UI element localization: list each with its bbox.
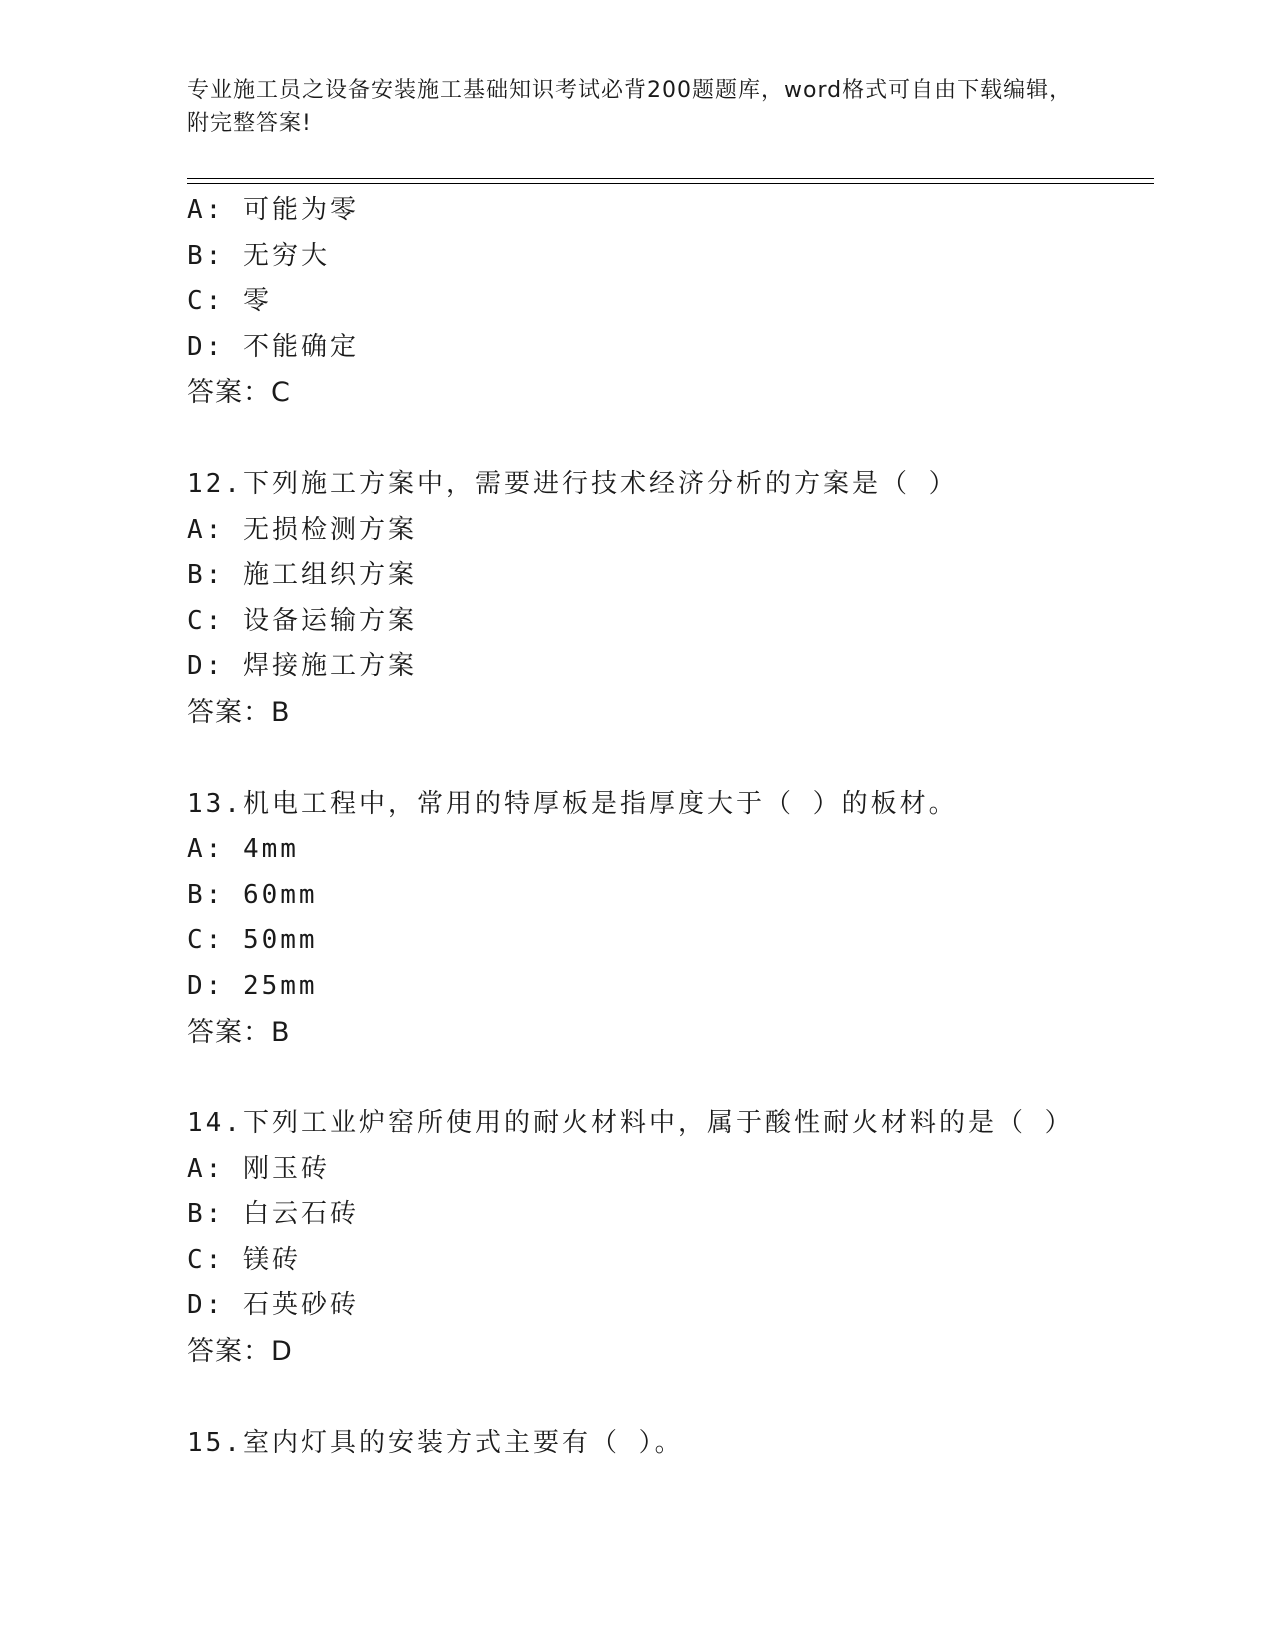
option-a: A: 无损检测方案 — [187, 514, 417, 545]
question-text: 14.下列工业炉窑所使用的耐火材料中，属于酸性耐火材料的是（ ） — [187, 1108, 1074, 1139]
header-divider-top — [187, 178, 1154, 179]
option-d: D: 焊接施工方案 — [187, 651, 417, 682]
answer: 答案：C — [187, 377, 291, 409]
answer: 答案：D — [187, 1336, 293, 1368]
header-title: 专业施工员之设备安装施工基础知识考试必背200题题库，word格式可自由下载编辑，附完整答案! — [187, 78, 1073, 136]
option-d: D: 石英砂砖 — [187, 1290, 359, 1321]
document-header — [187, 74, 1087, 140]
question-text: 13.机电工程中，常用的特厚板是指厚度大于（ ）的板材。 — [187, 788, 958, 819]
option-a: A: 4mm — [187, 834, 299, 865]
option-d: D: 不能确定 — [187, 331, 359, 362]
spacer — [187, 1375, 1147, 1421]
option-c: C: 镁砖 — [187, 1244, 301, 1275]
option-d: D: 25mm — [187, 970, 318, 1001]
spacer — [187, 1055, 1147, 1101]
question-14 — [187, 1101, 1147, 1375]
header-divider-bottom — [187, 183, 1154, 184]
question-text: 15.室内灯具的安装方式主要有（ ）。 — [187, 1427, 684, 1458]
spacer — [187, 736, 1147, 782]
option-b: B: 60mm — [187, 879, 318, 910]
answer: 答案：B — [187, 696, 291, 728]
question-list — [187, 188, 1147, 1466]
option-b: B: 施工组织方案 — [187, 560, 417, 591]
question-12 — [187, 462, 1147, 736]
option-c: C: 设备运输方案 — [187, 605, 417, 636]
spacer — [187, 416, 1147, 462]
question-13 — [187, 782, 1147, 1056]
question-15 — [187, 1421, 1147, 1467]
question-11 — [187, 188, 1147, 416]
option-b: B: 无穷大 — [187, 240, 330, 271]
option-a: A: 刚玉砖 — [187, 1153, 330, 1184]
option-c: C: 50mm — [187, 925, 318, 956]
option-a: A: 可能为零 — [187, 195, 359, 225]
option-c: C: 零 — [187, 286, 272, 317]
answer: 答案：B — [187, 1016, 291, 1048]
option-b: B: 白云石砖 — [187, 1199, 359, 1230]
question-text: 12.下列施工方案中，需要进行技术经济分析的方案是（ ） — [187, 468, 958, 499]
